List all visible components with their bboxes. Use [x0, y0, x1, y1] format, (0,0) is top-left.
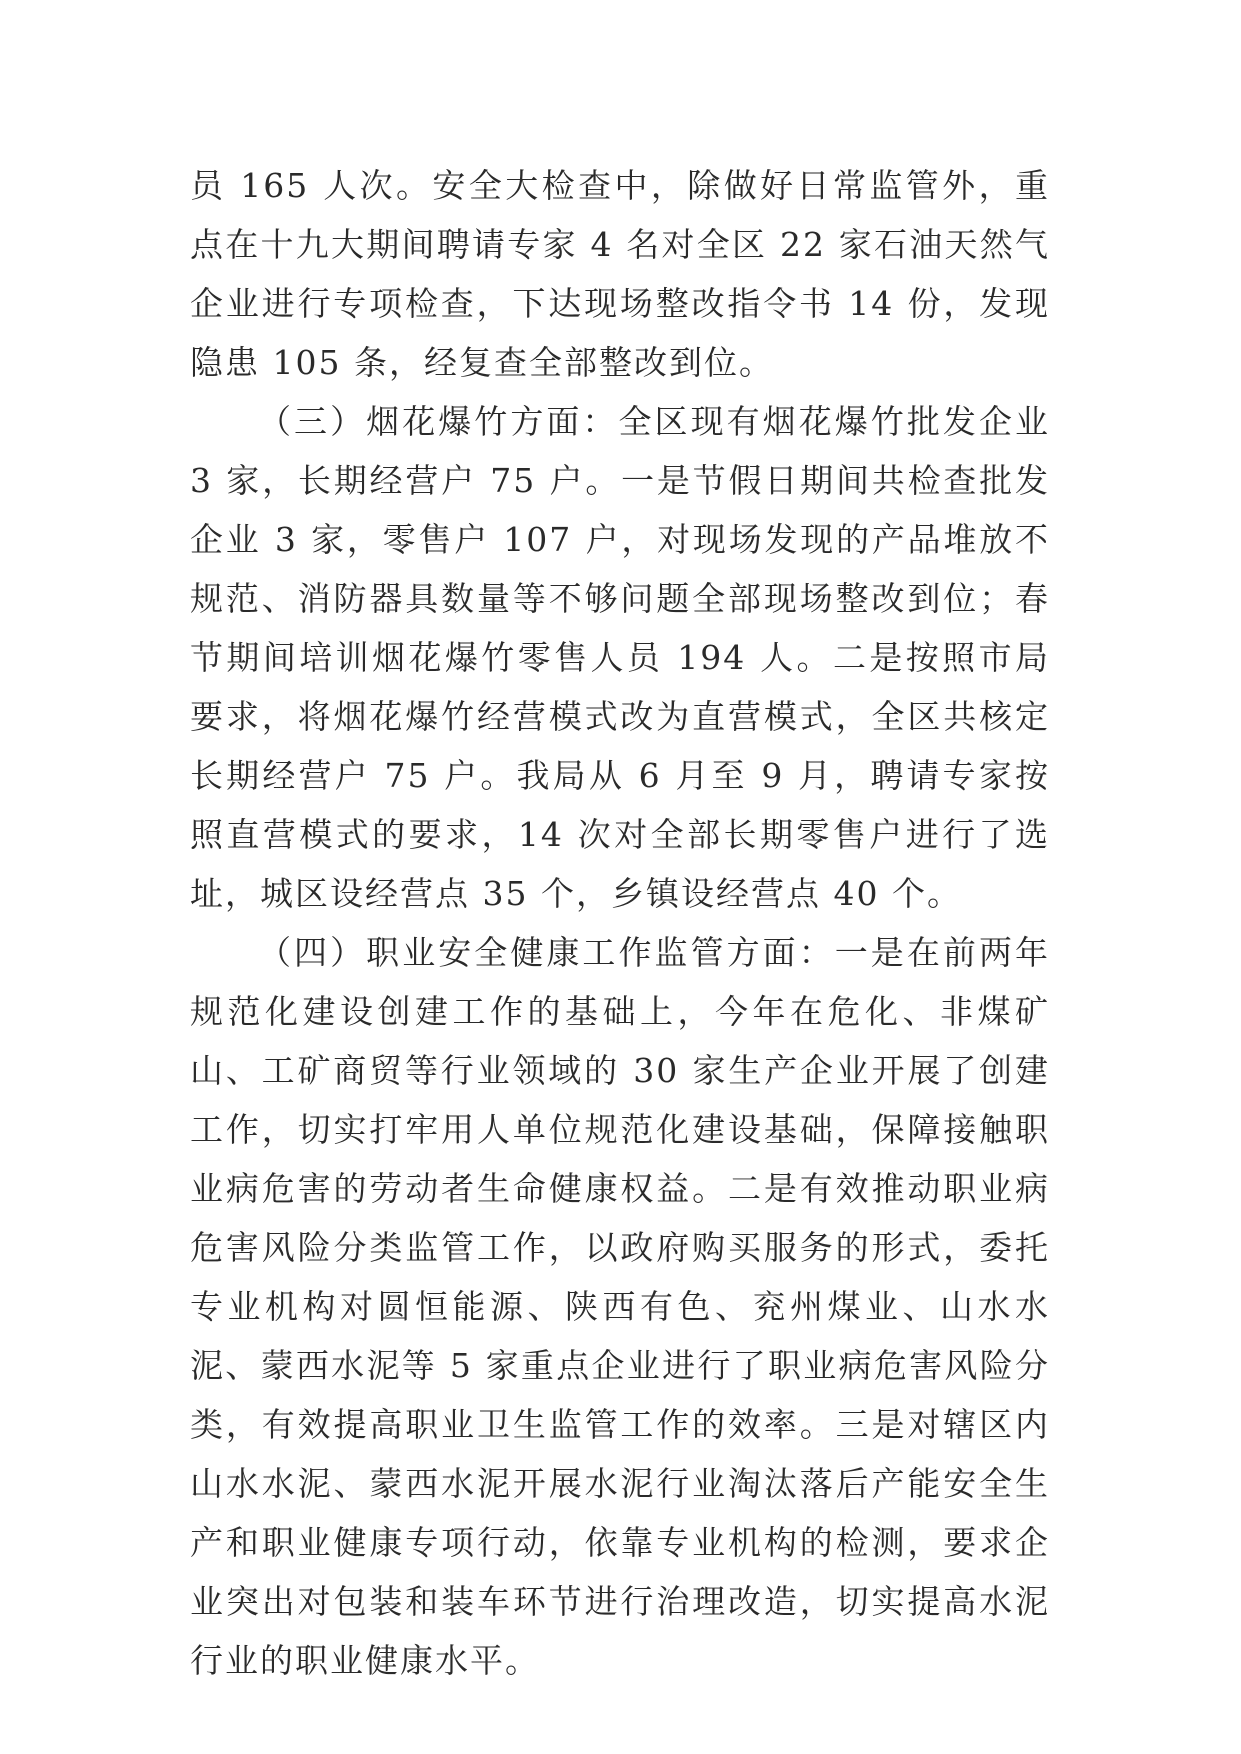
paragraph-continuation: 员 165 人次。安全大检查中，除做好日常监管外，重点在十九大期间聘请专家 4 名对全区 22 家石油天然气企业进行专项检查，下达现场整改指令书 14 份，发现隐患 105 条，经复查全部整改到位。	[190, 166, 1050, 382]
paragraph-fireworks: （三）烟花爆竹方面：全区现有烟花爆竹批发企业 3 家，长期经营户 75 户。一是节假日期间共检查批发企业 3 家，零售户 107 户，对现场发现的产品堆放不规范、消防器具数量等不够问题全部现场整改到位；春节期间培训烟花爆竹零售人员 194 人。二是按照市局要求，将烟花爆竹经营模式改为直营模式，全区共核定长期经营户 75 户。我局从 6 月至 9 月，聘请专家按照直营模式的要求，14 次对全部长期零售户进行了选址，城区设经营点 35 个，乡镇设经营点 40 个。	[190, 402, 1050, 913]
paragraph-occupational-health: （四）职业安全健康工作监管方面：一是在前两年规范化建设创建工作的基础上，今年在危化、非煤矿山、工矿商贸等行业领域的 30 家生产企业开展了创建工作，切实打牢用人单位规范化建设基础，保障接触职业病危害的劳动者生命健康权益。二是有效推动职业病危害风险分类监管工作，以政府购买服务的形式，委托专业机构对圆恒能源、陕西有色、兖州煤业、山水水泥、蒙西水泥等 5 家重点企业进行了职业病危害风险分类，有效提高职业卫生监管工作的效率。三是对辖区内山水水泥、蒙西水泥开展水泥行业淘汰落后产能安全生产和职业健康专项行动，依靠专业机构的检测，要求企业突出对包装和装车环节进行治理改造，切实提高水泥行业的职业健康水平。	[190, 933, 1050, 1680]
document-body	[190, 156, 1050, 1690]
